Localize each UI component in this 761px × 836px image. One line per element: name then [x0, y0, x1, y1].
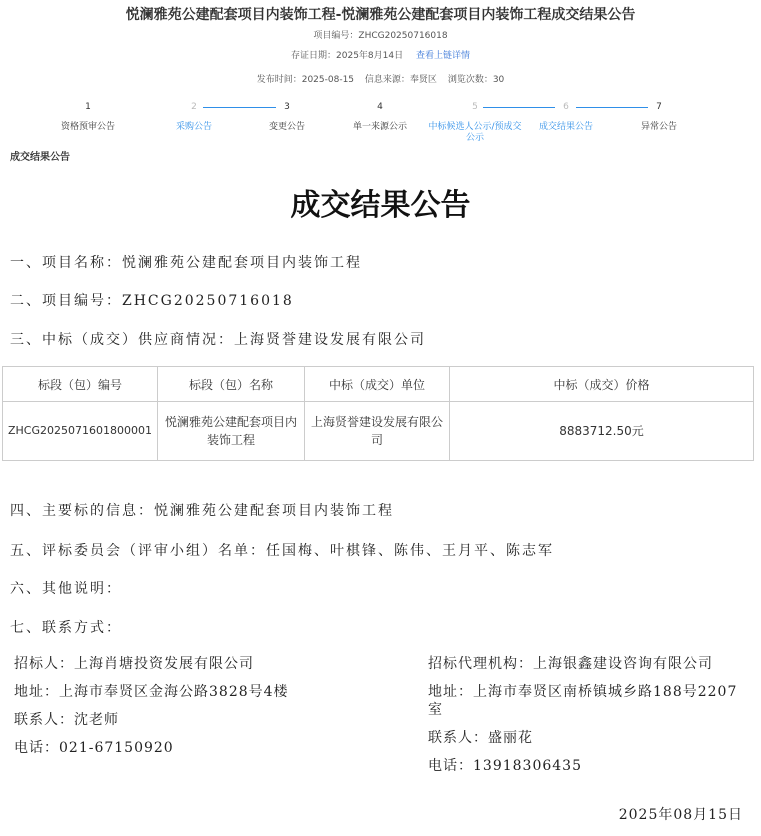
agency-address: 地址：上海市奉贤区南桥镇城乡路188号2207室	[428, 684, 738, 718]
step-prequalification[interactable]	[38, 100, 138, 133]
view-chain-details-link[interactable]: 查看上链详情	[415, 51, 470, 61]
step-label: 成交结果公告	[538, 122, 593, 132]
views-label: 浏览次数：	[447, 75, 493, 85]
tenderer-phone: 电话：021-67150920	[14, 740, 174, 756]
step-label: 单一来源公示	[352, 122, 407, 132]
step-number: 5	[472, 102, 478, 112]
agency-contact-person: 联系人：盛丽花	[428, 730, 533, 746]
section-project-name: 一、项目名称：悦澜雅苑公建配套项目内装饰工程	[10, 255, 362, 271]
table-header-cell: 中标（成交）单位	[305, 367, 450, 402]
step-label: 资格预审公告	[60, 122, 115, 132]
project-number-value: ZHCG20250716018	[358, 31, 448, 41]
step-single-source[interactable]	[330, 100, 430, 133]
step-label: 变更公告	[268, 122, 305, 132]
step-label: 中标候选人公示/预成交公示	[428, 122, 522, 143]
table-header-row	[3, 367, 754, 402]
tenderer-address: 地址：上海市奉贤区金海公路3828号4楼	[14, 684, 289, 700]
table-header-cell: 中标（成交）价格	[450, 367, 754, 402]
agency-org: 招标代理机构：上海银鑫建设咨询有限公司	[428, 656, 713, 672]
tenderer-contact-person: 联系人：沈老师	[14, 712, 119, 728]
section-contact: 七、联系方式：	[10, 620, 122, 636]
views-value: 30	[492, 75, 505, 85]
table-cell: ZHCG2025071601800001	[3, 402, 158, 461]
table-cell: 8883712.50元	[450, 402, 754, 461]
tenderer-org: 招标人：上海肖塘投资发展有限公司	[14, 656, 254, 672]
contact-tenderer	[14, 655, 404, 767]
breadcrumb: 成交结果公告	[10, 152, 70, 163]
contact-agency	[428, 655, 750, 785]
announcement-date: 2025年08月15日	[618, 807, 743, 823]
step-candidate[interactable]	[423, 100, 527, 144]
step-number: 6	[563, 102, 569, 112]
table-header-cell: 标段（包）名称	[158, 367, 305, 402]
process-steps	[0, 100, 761, 152]
step-number: 1	[85, 102, 91, 112]
publish-info-line	[0, 72, 761, 85]
project-number-line	[0, 28, 761, 41]
project-number-label: 项目编号：	[313, 31, 359, 41]
section-other: 六、其他说明：	[10, 581, 122, 597]
table-cell: 悦澜雅苑公建配套项目内装饰工程	[158, 402, 305, 461]
result-table	[2, 366, 754, 461]
table-cell: 上海贤誉建设发展有限公司	[305, 402, 450, 461]
deposit-date-value: 2025年8月14日	[336, 51, 404, 61]
step-number: 2	[191, 102, 197, 112]
publish-time-label: 发布时间：	[256, 75, 302, 85]
deposit-date-label: 存证日期：	[291, 51, 337, 61]
step-result[interactable]	[516, 100, 616, 133]
step-number: 7	[656, 102, 662, 112]
deposit-date-line	[0, 48, 761, 61]
source-value: 奉贤区	[409, 75, 437, 85]
publish-time-value: 2025-08-15	[301, 75, 355, 85]
step-number: 3	[284, 102, 290, 112]
step-number: 4	[377, 102, 383, 112]
step-change[interactable]	[237, 100, 337, 133]
step-label: 异常公告	[640, 122, 677, 132]
section-committee: 五、评标委员会（评审小组）名单：任国梅、叶棋锋、陈伟、王月平、陈志军	[10, 543, 554, 559]
step-abnormal[interactable]	[609, 100, 709, 133]
step-label: 采购公告	[175, 122, 212, 132]
agency-phone: 电话：13918306435	[428, 758, 582, 774]
table-header-cell: 标段（包）编号	[3, 367, 158, 402]
section-supplier: 三、中标（成交）供应商情况：上海贤誉建设发展有限公司	[10, 332, 426, 348]
page-header-title: 悦澜雅苑公建配套项目内装饰工程-悦澜雅苑公建配套项目内装饰工程成交结果公告	[125, 7, 636, 23]
source-label: 信息来源：	[364, 75, 410, 85]
table-row	[3, 402, 754, 461]
document-title: 成交结果公告	[290, 188, 471, 223]
section-project-number: 二、项目编号：ZHCG20250716018	[10, 293, 294, 309]
step-procurement[interactable]	[144, 100, 244, 133]
section-main-item: 四、主要标的信息：悦澜雅苑公建配套项目内装饰工程	[10, 503, 394, 519]
